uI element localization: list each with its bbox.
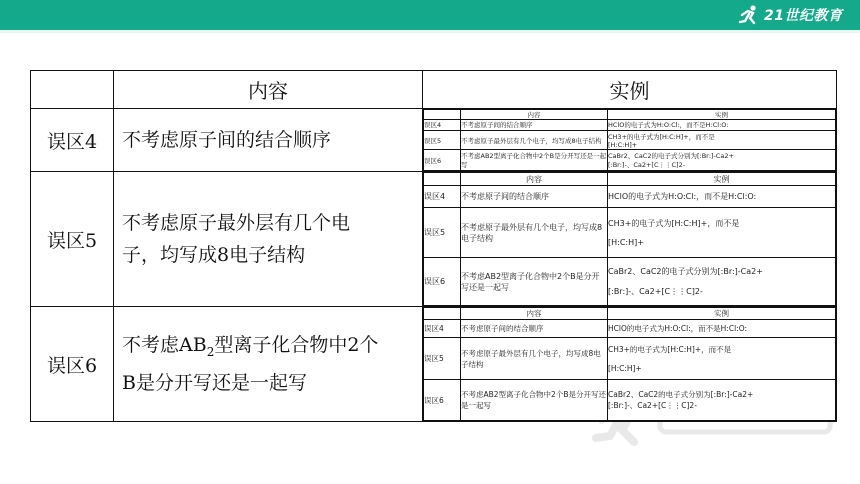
row-content: 不考虑原子间的结合顺序 [114,109,423,172]
example-thumbnail [423,307,837,422]
row-label: 误区6 [31,307,114,422]
top-banner-underline [0,30,860,33]
table-row [31,307,837,422]
row-label: 误区4 [31,109,114,172]
thumb-content: 不考虑AB2型离子化合物中2个B是分开写还是一起写 [461,380,608,421]
thumb-example: CH3+的电子式为[H:C:H]+，而不是 [H:C:H]+ [608,338,836,380]
thumb-content: 不考虑原子间的结合顺序 [461,320,608,338]
thumb-example: CH3+的电子式为[H:C:H]+，而不是 [H:C:H]+ [608,208,836,258]
thumb-content: 不考虑原子最外层有几个电子，均写成8电子结构 [461,130,608,150]
thumb-example: HClO的电子式为H:O:Cl:，而不是H:Cl:O: [608,320,836,338]
example-thumbnail [423,172,837,307]
thumb-header-content: 内容 [461,110,608,120]
row-label: 误区5 [31,172,114,307]
thumb-content: 不考虑原子间的结合顺序 [461,120,608,131]
table-row [31,109,837,172]
thumb-content: 不考虑AB2型离子化合物中2个B是分开写还是一起写 [461,150,608,171]
thumb-example: CH3+的电子式为[H:C:H]+，而不是 [H:C:H]+ [608,130,836,150]
thumb-header-example: 实例 [608,308,836,320]
thumb-label: 误区5 [424,338,461,380]
runner-logo-icon [738,5,760,25]
thumb-label: 误区6 [424,258,461,306]
top-banner [0,0,860,30]
thumb-content: 不考虑原子最外层有几个电子，均写成8电子结构 [461,338,608,380]
thumb-label: 误区5 [424,130,461,150]
thumb-example: HClO的电子式为H:O:Cl:，而不是H:Cl:O: [608,186,836,208]
thumb-example: CaBr2、CaC2的电子式分别为[:Br:]-Ca2+ [:Br:]-、Ca2+[C⋮⋮C]2- [608,150,836,171]
thumb-example: HClO的电子式为H:O:Cl:，而不是H:Cl:O: [608,120,836,131]
thumb-example: CaBr2、CaC2的电子式分别为[:Br:]-Ca2+ [:Br:]-、Ca2+[C⋮⋮C]2- [608,258,836,306]
thumb-label: 误区4 [424,120,461,131]
thumb-content: 不考虑原子最外层有几个电子，均写成8电子结构 [461,208,608,258]
thumb-header-content: 内容 [461,173,608,186]
header-content: 内容 [114,71,423,109]
thumb-blank [424,110,461,120]
thumb-label: 误区6 [424,150,461,171]
misconception-table [30,70,837,422]
thumb-label: 误区4 [424,186,461,208]
header-example: 实例 [423,71,837,109]
table-row [31,172,837,307]
thumb-header-example: 实例 [608,110,836,120]
logo-text: 21世纪教育 [764,8,843,24]
row-content: 不考虑$AB_2$型离子化合物中2个 B是分开写还是一起写 [114,307,423,422]
thumb-content: 不考虑原子间的结合顺序 [461,186,608,208]
thumb-label: 误区6 [424,380,461,421]
thumb-label: 误区5 [424,208,461,258]
brand-logo [738,4,842,26]
thumb-label: 误区4 [424,320,461,338]
thumb-content: 不考虑AB2型离子化合物中2个B是分开写还是一起写 [461,258,608,306]
row-content: 不考虑原子最外层有几个电 子，均写成8电子结构 [114,172,423,307]
thumb-header-content: 内容 [461,308,608,320]
example-thumbnail [423,109,837,172]
header-blank [31,71,114,109]
thumb-blank [424,308,461,320]
thumb-blank [424,173,461,186]
thumb-header-example: 实例 [608,173,836,186]
thumb-example: CaBr2、CaC2的电子式分别为[:Br:]-Ca2+ [:Br:]-、Ca2+[C⋮⋮C]2- [608,380,836,421]
